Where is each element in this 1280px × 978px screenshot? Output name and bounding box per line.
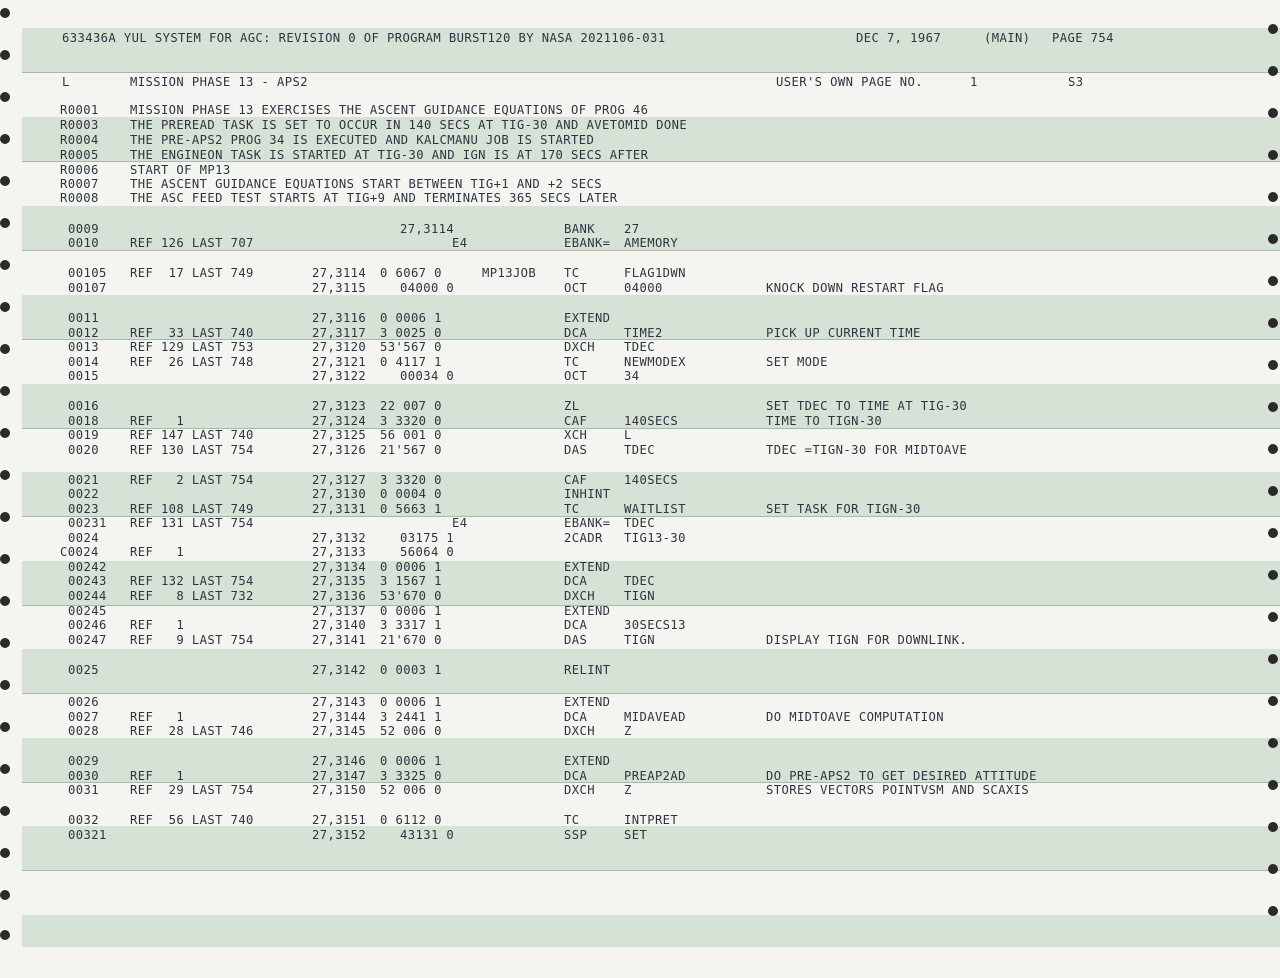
address: 27,3122 bbox=[312, 369, 367, 383]
operand: TDEC bbox=[624, 574, 655, 588]
opcode: DAS bbox=[564, 443, 588, 457]
address: 27,3142 bbox=[312, 663, 367, 677]
line-comment: PICK UP CURRENT TIME bbox=[766, 326, 921, 340]
operand: 30SECS13 bbox=[624, 618, 686, 632]
remark-line bbox=[0, 133, 1280, 148]
operand: TDEC bbox=[624, 443, 655, 457]
remark-line bbox=[0, 103, 1280, 118]
code-line bbox=[0, 340, 1280, 355]
opcode: DCA bbox=[564, 710, 588, 724]
memory-word: 22 007 0 bbox=[380, 399, 442, 413]
remark-id: R0008 bbox=[60, 191, 99, 205]
address: 27,3133 bbox=[312, 545, 367, 559]
feed-hole bbox=[1268, 738, 1278, 748]
memory-word: 00034 0 bbox=[400, 369, 455, 383]
operand: 140SECS bbox=[624, 473, 679, 487]
mission-phase-title: MISSION PHASE 13 - APS2 bbox=[130, 75, 308, 89]
line-number: 0022 bbox=[68, 487, 99, 501]
memory-word: 43131 0 bbox=[400, 828, 455, 842]
opcode: DCA bbox=[564, 326, 588, 340]
line-number: 00246 bbox=[68, 618, 107, 632]
memory-word: 0 6112 0 bbox=[380, 813, 442, 827]
operand: PREAP2AD bbox=[624, 769, 686, 783]
memory-word: 52 006 0 bbox=[380, 724, 442, 738]
ref-info: REF 1 bbox=[130, 545, 185, 559]
symbol-label: MP13JOB bbox=[482, 266, 537, 280]
line-number: 0015 bbox=[68, 369, 99, 383]
address: 27,3140 bbox=[312, 618, 367, 632]
code-line bbox=[0, 769, 1280, 784]
address: 27,3135 bbox=[312, 574, 367, 588]
ref-info: REF 17 LAST 749 bbox=[130, 266, 254, 280]
code-line bbox=[0, 560, 1280, 575]
remark-id: R0003 bbox=[60, 118, 99, 132]
code-line bbox=[0, 443, 1280, 458]
line-number: 0029 bbox=[68, 754, 99, 768]
line-comment: DO PRE-APS2 TO GET DESIRED ATTITUDE bbox=[766, 769, 1037, 783]
opcode: EXTEND bbox=[564, 560, 611, 574]
code-line bbox=[0, 813, 1280, 828]
operand: L bbox=[624, 428, 632, 442]
line-comment: STORES VECTORS POINTVSM AND SCAXIS bbox=[766, 783, 1030, 797]
band-rule bbox=[22, 72, 1280, 73]
opcode: DCA bbox=[564, 574, 588, 588]
remark-text: MISSION PHASE 13 EXERCISES THE ASCENT GUIDANCE EQUATIONS OF PROG 46 bbox=[130, 103, 649, 117]
code-line bbox=[0, 754, 1280, 769]
remark-id: R0006 bbox=[60, 163, 99, 177]
ref-info: REF 1 bbox=[130, 769, 185, 783]
memory-word: 53'567 0 bbox=[380, 340, 442, 354]
remark-id: R0005 bbox=[60, 148, 99, 162]
memory-word: E4 bbox=[452, 516, 468, 530]
memory-word: 21'670 0 bbox=[380, 633, 442, 647]
memory-word: 3 2441 1 bbox=[380, 710, 442, 724]
code-line bbox=[0, 222, 1280, 237]
opcode: TC bbox=[564, 813, 580, 827]
ref-info: REF 108 LAST 749 bbox=[130, 502, 254, 516]
memory-word: 56 001 0 bbox=[380, 428, 442, 442]
address: 27,3146 bbox=[312, 754, 367, 768]
page-number: PAGE 754 bbox=[1052, 31, 1114, 45]
listing-header bbox=[0, 31, 1280, 46]
code-line bbox=[0, 281, 1280, 296]
operand: NEWMODEX bbox=[624, 355, 686, 369]
line-number: 0030 bbox=[68, 769, 99, 783]
address: 27,3127 bbox=[312, 473, 367, 487]
ref-info: REF 8 LAST 732 bbox=[130, 589, 254, 603]
memory-word: 0 0003 1 bbox=[380, 663, 442, 677]
line-number: 00243 bbox=[68, 574, 107, 588]
opcode: INHINT bbox=[564, 487, 611, 501]
opcode: EXTEND bbox=[564, 695, 611, 709]
code-line bbox=[0, 783, 1280, 798]
line-comment: TDEC =TIGN-30 FOR MIDTOAVE bbox=[766, 443, 968, 457]
remark-text: START OF MP13 bbox=[130, 163, 231, 177]
operand: 27 bbox=[624, 222, 640, 236]
line-number: 0020 bbox=[68, 443, 99, 457]
users-page-number: 1 bbox=[970, 75, 978, 89]
address: 27,3130 bbox=[312, 487, 367, 501]
subheader-code: S3 bbox=[1068, 75, 1084, 89]
address: 27,3141 bbox=[312, 633, 367, 647]
ref-info: REF 130 LAST 754 bbox=[130, 443, 254, 457]
code-line bbox=[0, 531, 1280, 546]
opcode: DCA bbox=[564, 618, 588, 632]
listing-title: 633436A YUL SYSTEM FOR AGC: REVISION 0 OF PROGRAM BURST120 BY NASA 2021106-031 bbox=[62, 31, 666, 45]
code-line bbox=[0, 618, 1280, 633]
code-line bbox=[0, 355, 1280, 370]
line-number: 0024 bbox=[68, 531, 99, 545]
address: 27,3145 bbox=[312, 724, 367, 738]
memory-word: 0 0006 1 bbox=[380, 754, 442, 768]
ref-info: REF 132 LAST 754 bbox=[130, 574, 254, 588]
feed-hole bbox=[1268, 906, 1278, 916]
address: 27,3134 bbox=[312, 560, 367, 574]
ref-info: REF 29 LAST 754 bbox=[130, 783, 254, 797]
code-line bbox=[0, 502, 1280, 517]
remark-line bbox=[0, 118, 1280, 133]
remark-id: R0007 bbox=[60, 177, 99, 191]
address: 27,3150 bbox=[312, 783, 367, 797]
line-number: 0025 bbox=[68, 663, 99, 677]
code-line bbox=[0, 633, 1280, 648]
band-rule bbox=[22, 870, 1280, 871]
memory-word: 3 3320 0 bbox=[380, 473, 442, 487]
memory-word: 0 6067 0 bbox=[380, 266, 442, 280]
opcode: DAS bbox=[564, 633, 588, 647]
memory-word: 04000 0 bbox=[400, 281, 455, 295]
memory-word: 0 0004 0 bbox=[380, 487, 442, 501]
operand: 34 bbox=[624, 369, 640, 383]
line-number: 0021 bbox=[68, 473, 99, 487]
feed-hole bbox=[1268, 864, 1278, 874]
opcode: ZL bbox=[564, 399, 580, 413]
address: 27,3120 bbox=[312, 340, 367, 354]
memory-word: 3 3320 0 bbox=[380, 414, 442, 428]
memory-word: 3 1567 1 bbox=[380, 574, 442, 588]
remark-text: THE ENGINEON TASK IS STARTED AT TIG-30 AND IGN IS AT 170 SECS AFTER bbox=[130, 148, 649, 162]
operand: 140SECS bbox=[624, 414, 679, 428]
address: 27,3126 bbox=[312, 443, 367, 457]
line-number: 00242 bbox=[68, 560, 107, 574]
memory-word: 0 0006 1 bbox=[380, 311, 442, 325]
operand: Z bbox=[624, 783, 632, 797]
code-line bbox=[0, 589, 1280, 604]
line-number: 0023 bbox=[68, 502, 99, 516]
line-number: 0027 bbox=[68, 710, 99, 724]
operand: Z bbox=[624, 724, 632, 738]
address: 27,3147 bbox=[312, 769, 367, 783]
ref-info: REF 126 LAST 707 bbox=[130, 236, 254, 250]
code-line bbox=[0, 473, 1280, 488]
operand: TIGN bbox=[624, 589, 655, 603]
address: 27,3151 bbox=[312, 813, 367, 827]
ref-info: REF 1 bbox=[130, 414, 185, 428]
line-number: 0012 bbox=[68, 326, 99, 340]
line-number: 00244 bbox=[68, 589, 107, 603]
remark-line bbox=[0, 163, 1280, 178]
line-number: 0026 bbox=[68, 695, 99, 709]
opcode: XCH bbox=[564, 428, 588, 442]
opcode: 2CADR bbox=[564, 531, 603, 545]
line-comment: SET TASK FOR TIGN-30 bbox=[766, 502, 921, 516]
line-number: 0031 bbox=[68, 783, 99, 797]
operand: TIG13-30 bbox=[624, 531, 686, 545]
remark-text: THE ASCENT GUIDANCE EQUATIONS START BETWEEN TIG+1 AND +2 SECS bbox=[130, 177, 602, 191]
code-line bbox=[0, 545, 1280, 560]
ref-info: REF 131 LAST 754 bbox=[130, 516, 254, 530]
address: 27,3123 bbox=[312, 399, 367, 413]
code-line bbox=[0, 236, 1280, 251]
listing-date: DEC 7, 1967 bbox=[856, 31, 942, 45]
memory-word: 0 0006 1 bbox=[380, 560, 442, 574]
line-number: 0018 bbox=[68, 414, 99, 428]
memory-word: 3 0025 0 bbox=[380, 326, 442, 340]
ref-info: REF 1 bbox=[130, 710, 185, 724]
opcode: TC bbox=[564, 266, 580, 280]
line-number: 0032 bbox=[68, 813, 99, 827]
remark-text: THE ASC FEED TEST STARTS AT TIG+9 AND TERMINATES 365 SECS LATER bbox=[130, 191, 618, 205]
memory-word: 0 4117 1 bbox=[380, 355, 442, 369]
ref-info: REF 1 bbox=[130, 618, 185, 632]
line-number: 0019 bbox=[68, 428, 99, 442]
code-line bbox=[0, 663, 1280, 678]
line-comment: DISPLAY TIGN FOR DOWNLINK. bbox=[766, 633, 968, 647]
line-number: 0013 bbox=[68, 340, 99, 354]
operand: TDEC bbox=[624, 340, 655, 354]
memory-word: 0 0006 1 bbox=[380, 695, 442, 709]
operand: TIME2 bbox=[624, 326, 663, 340]
operand: TIGN bbox=[624, 633, 655, 647]
remark-line bbox=[0, 177, 1280, 192]
opcode: EXTEND bbox=[564, 311, 611, 325]
listing-section: (MAIN) bbox=[984, 31, 1031, 45]
line-number: 0009 bbox=[68, 222, 99, 236]
opcode: OCT bbox=[564, 369, 588, 383]
paper-band bbox=[22, 915, 1280, 947]
opcode: DXCH bbox=[564, 724, 595, 738]
operand: AMEMORY bbox=[624, 236, 679, 250]
operand: TDEC bbox=[624, 516, 655, 530]
opcode: CAF bbox=[564, 473, 588, 487]
code-line bbox=[0, 266, 1280, 281]
code-line bbox=[0, 487, 1280, 502]
line-number: 0014 bbox=[68, 355, 99, 369]
opcode: CAF bbox=[564, 414, 588, 428]
ref-info: REF 56 LAST 740 bbox=[130, 813, 254, 827]
line-number: C0024 bbox=[60, 545, 99, 559]
address: 27,3143 bbox=[312, 695, 367, 709]
code-line bbox=[0, 399, 1280, 414]
line-number: 00245 bbox=[68, 604, 107, 618]
address: 27,3144 bbox=[312, 710, 367, 724]
address: 27,3114 bbox=[400, 222, 455, 236]
code-line bbox=[0, 828, 1280, 843]
code-line bbox=[0, 724, 1280, 739]
memory-word: 21'567 0 bbox=[380, 443, 442, 457]
opcode: OCT bbox=[564, 281, 588, 295]
code-line bbox=[0, 326, 1280, 341]
remark-id: R0004 bbox=[60, 133, 99, 147]
opcode: BANK bbox=[564, 222, 595, 236]
memory-word: 53'670 0 bbox=[380, 589, 442, 603]
address: 27,3125 bbox=[312, 428, 367, 442]
address: 27,3131 bbox=[312, 502, 367, 516]
subheader-marker: L bbox=[62, 75, 70, 89]
opcode: DXCH bbox=[564, 783, 595, 797]
opcode: EXTEND bbox=[564, 604, 611, 618]
opcode: TC bbox=[564, 355, 580, 369]
opcode: DCA bbox=[564, 769, 588, 783]
line-comment: DO MIDTOAVE COMPUTATION bbox=[766, 710, 944, 724]
line-comment: SET MODE bbox=[766, 355, 828, 369]
memory-word: E4 bbox=[452, 236, 468, 250]
address: 27,3136 bbox=[312, 589, 367, 603]
opcode: EXTEND bbox=[564, 754, 611, 768]
feed-hole bbox=[0, 8, 10, 18]
memory-word: 56064 0 bbox=[400, 545, 455, 559]
line-number: 0028 bbox=[68, 724, 99, 738]
code-line bbox=[0, 311, 1280, 326]
ref-info: REF 28 LAST 746 bbox=[130, 724, 254, 738]
address: 27,3117 bbox=[312, 326, 367, 340]
address: 27,3152 bbox=[312, 828, 367, 842]
line-number: 00321 bbox=[68, 828, 107, 842]
address: 27,3121 bbox=[312, 355, 367, 369]
address: 27,3137 bbox=[312, 604, 367, 618]
opcode: SSP bbox=[564, 828, 588, 842]
code-line bbox=[0, 574, 1280, 589]
operand: FLAG1DWN bbox=[624, 266, 686, 280]
ref-info: REF 147 LAST 740 bbox=[130, 428, 254, 442]
opcode: EBANK= bbox=[564, 516, 611, 530]
memory-word: 52 006 0 bbox=[380, 783, 442, 797]
ref-info: REF 33 LAST 740 bbox=[130, 326, 254, 340]
line-number: 0011 bbox=[68, 311, 99, 325]
address: 27,3124 bbox=[312, 414, 367, 428]
code-line bbox=[0, 414, 1280, 429]
opcode: TC bbox=[564, 502, 580, 516]
operand: MIDAVEAD bbox=[624, 710, 686, 724]
code-line bbox=[0, 428, 1280, 443]
code-line bbox=[0, 695, 1280, 710]
code-line bbox=[0, 369, 1280, 384]
memory-word: 0 0006 1 bbox=[380, 604, 442, 618]
code-line bbox=[0, 604, 1280, 619]
line-number: 00107 bbox=[68, 281, 107, 295]
remark-line bbox=[0, 148, 1280, 163]
address: 27,3115 bbox=[312, 281, 367, 295]
ref-info: REF 129 LAST 753 bbox=[130, 340, 254, 354]
operand: INTPRET bbox=[624, 813, 679, 827]
remark-text: THE PREREAD TASK IS SET TO OCCUR IN 140 SECS AT TIG-30 AND AVETOMID DONE bbox=[130, 118, 688, 132]
code-line bbox=[0, 710, 1280, 725]
ref-info: REF 26 LAST 748 bbox=[130, 355, 254, 369]
memory-word: 3 3325 0 bbox=[380, 769, 442, 783]
memory-word: 03175 1 bbox=[400, 531, 455, 545]
remark-text: THE PRE-APS2 PROG 34 IS EXECUTED AND KALCMANU JOB IS STARTED bbox=[130, 133, 595, 147]
address: 27,3132 bbox=[312, 531, 367, 545]
line-number: 00105 bbox=[68, 266, 107, 280]
code-line bbox=[0, 516, 1280, 531]
listing-subheader bbox=[0, 75, 1280, 90]
remark-id: R0001 bbox=[60, 103, 99, 117]
operand: 04000 bbox=[624, 281, 663, 295]
users-page-label: USER'S OWN PAGE NO. bbox=[776, 75, 924, 89]
line-number: 0016 bbox=[68, 399, 99, 413]
ref-info: REF 9 LAST 754 bbox=[130, 633, 254, 647]
ref-info: REF 2 LAST 754 bbox=[130, 473, 254, 487]
line-number: 00247 bbox=[68, 633, 107, 647]
line-comment: SET TDEC TO TIME AT TIG-30 bbox=[766, 399, 968, 413]
operand: WAITLIST bbox=[624, 502, 686, 516]
remark-line bbox=[0, 191, 1280, 206]
memory-word: 0 5663 1 bbox=[380, 502, 442, 516]
line-number: 00231 bbox=[68, 516, 107, 530]
operand: SET bbox=[624, 828, 648, 842]
memory-word: 3 3317 1 bbox=[380, 618, 442, 632]
opcode: DXCH bbox=[564, 340, 595, 354]
address: 27,3114 bbox=[312, 266, 367, 280]
opcode: EBANK= bbox=[564, 236, 611, 250]
opcode: RELINT bbox=[564, 663, 611, 677]
line-comment: KNOCK DOWN RESTART FLAG bbox=[766, 281, 944, 295]
line-comment: TIME TO TIGN-30 bbox=[766, 414, 883, 428]
band-rule bbox=[22, 693, 1280, 694]
address: 27,3116 bbox=[312, 311, 367, 325]
line-number: 0010 bbox=[68, 236, 99, 250]
opcode: DXCH bbox=[564, 589, 595, 603]
